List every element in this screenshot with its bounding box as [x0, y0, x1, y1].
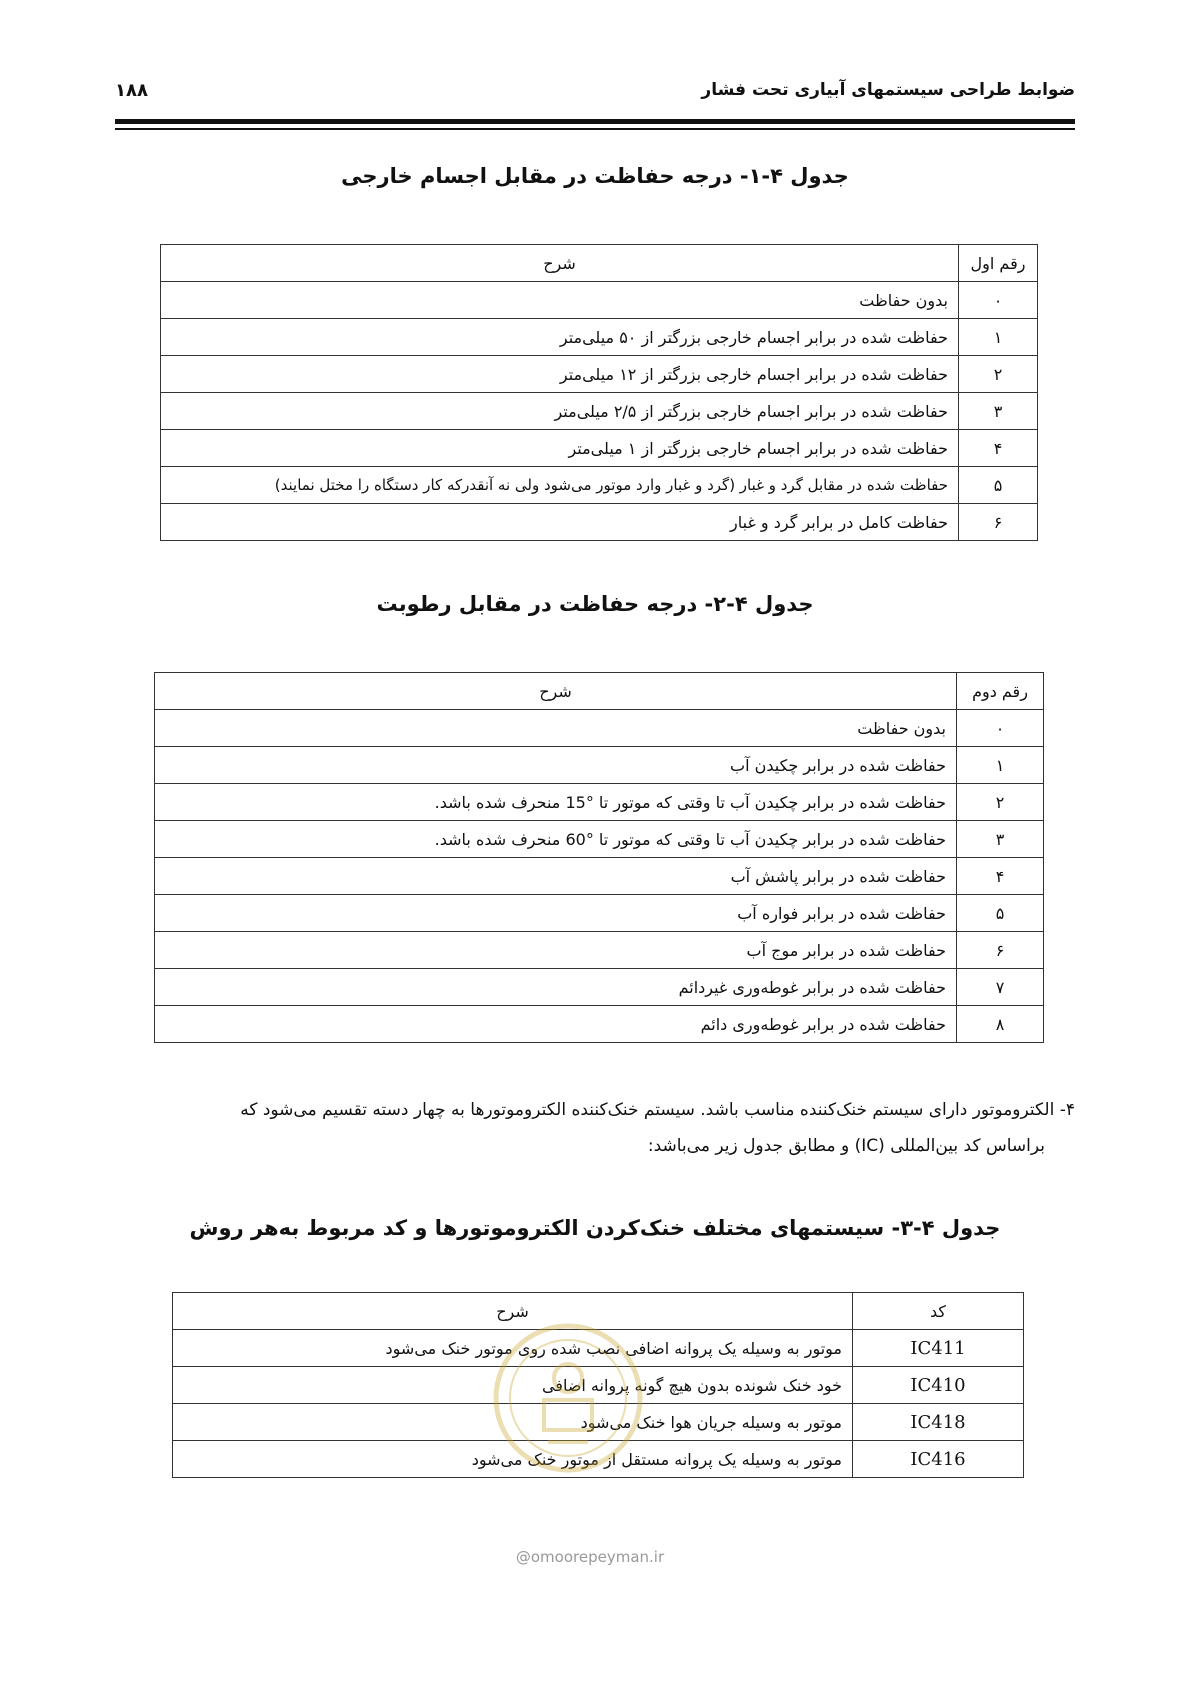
row-code: IC410: [853, 1367, 1024, 1404]
table-row: [155, 784, 1044, 821]
row-desc: حفاظت شده در برابر پاشش آب: [155, 858, 957, 895]
row-num: ۶: [957, 932, 1044, 969]
row-desc: حفاظت شده در برابر اجسام خارجی بزرگتر از ۲/۵ میلی‌متر: [161, 393, 959, 430]
row-desc: حفاظت کامل در برابر گرد و غبار: [161, 504, 959, 541]
row-num: ۴: [959, 430, 1038, 467]
row-desc: حفاظت شده در برابر فواره آب: [155, 895, 957, 932]
table1: [160, 244, 1038, 541]
row-desc: بدون حفاظت: [161, 282, 959, 319]
row-code: IC418: [853, 1404, 1024, 1441]
row-num: ۱: [957, 747, 1044, 784]
table-row: [155, 1006, 1044, 1043]
row-desc: خود خنک شونده بدون هیچ گونه پروانه اضافی: [173, 1367, 853, 1404]
table-row: [161, 282, 1038, 319]
row-desc: موتور به وسیله جریان هوا خنک می‌شود: [173, 1404, 853, 1441]
row-num: ۶: [959, 504, 1038, 541]
table-row: [155, 969, 1044, 1006]
table2: [154, 672, 1044, 1043]
row-num: ۸: [957, 1006, 1044, 1043]
row-desc: حفاظت شده در برابر اجسام خارجی بزرگتر از ۱۲ میلی‌متر: [161, 356, 959, 393]
row-num: ۳: [959, 393, 1038, 430]
header-rule-thick: [115, 119, 1075, 124]
table-row: [155, 932, 1044, 969]
body-paragraph: [115, 1092, 1075, 1164]
table-row: [155, 821, 1044, 858]
row-desc: حفاظت شده در برابر چکیدن آب: [155, 747, 957, 784]
watermark-url: @omoorepeyman.ir: [515, 1548, 665, 1566]
row-desc: حفاظت شده در برابر چکیدن آب تا وقتی که موتور تا °60 منحرف شده باشد.: [155, 821, 957, 858]
table-row: [161, 504, 1038, 541]
table-row: [155, 895, 1044, 932]
table3-col-code: کد: [853, 1293, 1024, 1330]
row-desc: موتور به وسیله یک پروانه اضافی نصب شده روی موتور خنک می‌شود: [173, 1330, 853, 1367]
row-num: ۵: [959, 467, 1038, 504]
row-num: ۴: [957, 858, 1044, 895]
table-row: [161, 430, 1038, 467]
running-title: ضوابط طراحی سیستمهای آبیاری تحت فشار: [701, 80, 1075, 100]
table2-col-num: رقم دوم: [957, 673, 1044, 710]
row-code: IC411: [853, 1330, 1024, 1367]
page-header: [115, 72, 1075, 112]
row-num: ۱: [959, 319, 1038, 356]
header-rule-thin: [115, 128, 1075, 130]
table1-col-desc: شرح: [161, 245, 959, 282]
table1-header-row: [161, 245, 1038, 282]
table3-col-desc: شرح: [173, 1293, 853, 1330]
row-desc: موتور به وسیله یک پروانه مستقل از موتور خنک می‌شود: [173, 1441, 853, 1478]
row-desc: حفاظت شده در برابر اجسام خارجی بزرگتر از ۵۰ میلی‌متر: [161, 319, 959, 356]
row-desc: حفاظت شده در برابر غوطه‌وری دائم: [155, 1006, 957, 1043]
row-desc: حفاظت شده در برابر اجسام خارجی بزرگتر از ۱ میلی‌متر: [161, 430, 959, 467]
watermark-seal-icon: [488, 1318, 648, 1478]
row-desc: حفاظت شده در برابر موج آب: [155, 932, 957, 969]
row-num: ۷: [957, 969, 1044, 1006]
row-desc: حفاظت شده در برابر چکیدن آب تا وقتی که موتور تا °15 منحرف شده باشد.: [155, 784, 957, 821]
row-desc: حفاظت شده در مقابل گرد و غبار (گرد و غبار وارد موتور می‌شود ولی نه آنقدرکه کار دستگاه را مختل نمایند): [161, 467, 959, 504]
table-row: [161, 319, 1038, 356]
row-desc: بدون حفاظت: [155, 710, 957, 747]
table2-col-desc: شرح: [155, 673, 957, 710]
row-num: ۳: [957, 821, 1044, 858]
table-row: [161, 356, 1038, 393]
table3-caption: جدول ۴-۳- سیستمهای مختلف خنک‌کردن الکتروموتورها و کد مربوط به‌هر روش: [189, 1216, 1001, 1240]
paragraph-line-2: براساس کد بین‌المللی (IC) و مطابق جدول زیر می‌باشد:: [647, 1136, 1045, 1156]
table-row: [155, 710, 1044, 747]
paragraph-line-1: ۴- الکتروموتور دارای سیستم خنک‌کننده مناسب باشد. سیستم خنک‌کننده الکتروموتورها به چهار دسته تقسیم می‌شود که: [240, 1100, 1075, 1120]
row-num: ۲: [957, 784, 1044, 821]
table2-caption: جدول ۴-۲- درجه حفاظت در مقابل رطوبت: [376, 592, 814, 616]
row-num: ۰: [957, 710, 1044, 747]
row-num: ۰: [959, 282, 1038, 319]
row-num: ۲: [959, 356, 1038, 393]
table-row: [155, 747, 1044, 784]
table-row: [161, 393, 1038, 430]
table2-header-row: [155, 673, 1044, 710]
table-row: [161, 467, 1038, 504]
table1-caption: جدول ۴-۱- درجه حفاظت در مقابل اجسام خارجی: [341, 164, 849, 188]
row-code: IC416: [853, 1441, 1024, 1478]
row-num: ۵: [957, 895, 1044, 932]
table1-col-num: رقم اول: [959, 245, 1038, 282]
row-desc: حفاظت شده در برابر غوطه‌وری غیردائم: [155, 969, 957, 1006]
table-row: [155, 858, 1044, 895]
page-number: ۱۸۸: [115, 80, 148, 101]
